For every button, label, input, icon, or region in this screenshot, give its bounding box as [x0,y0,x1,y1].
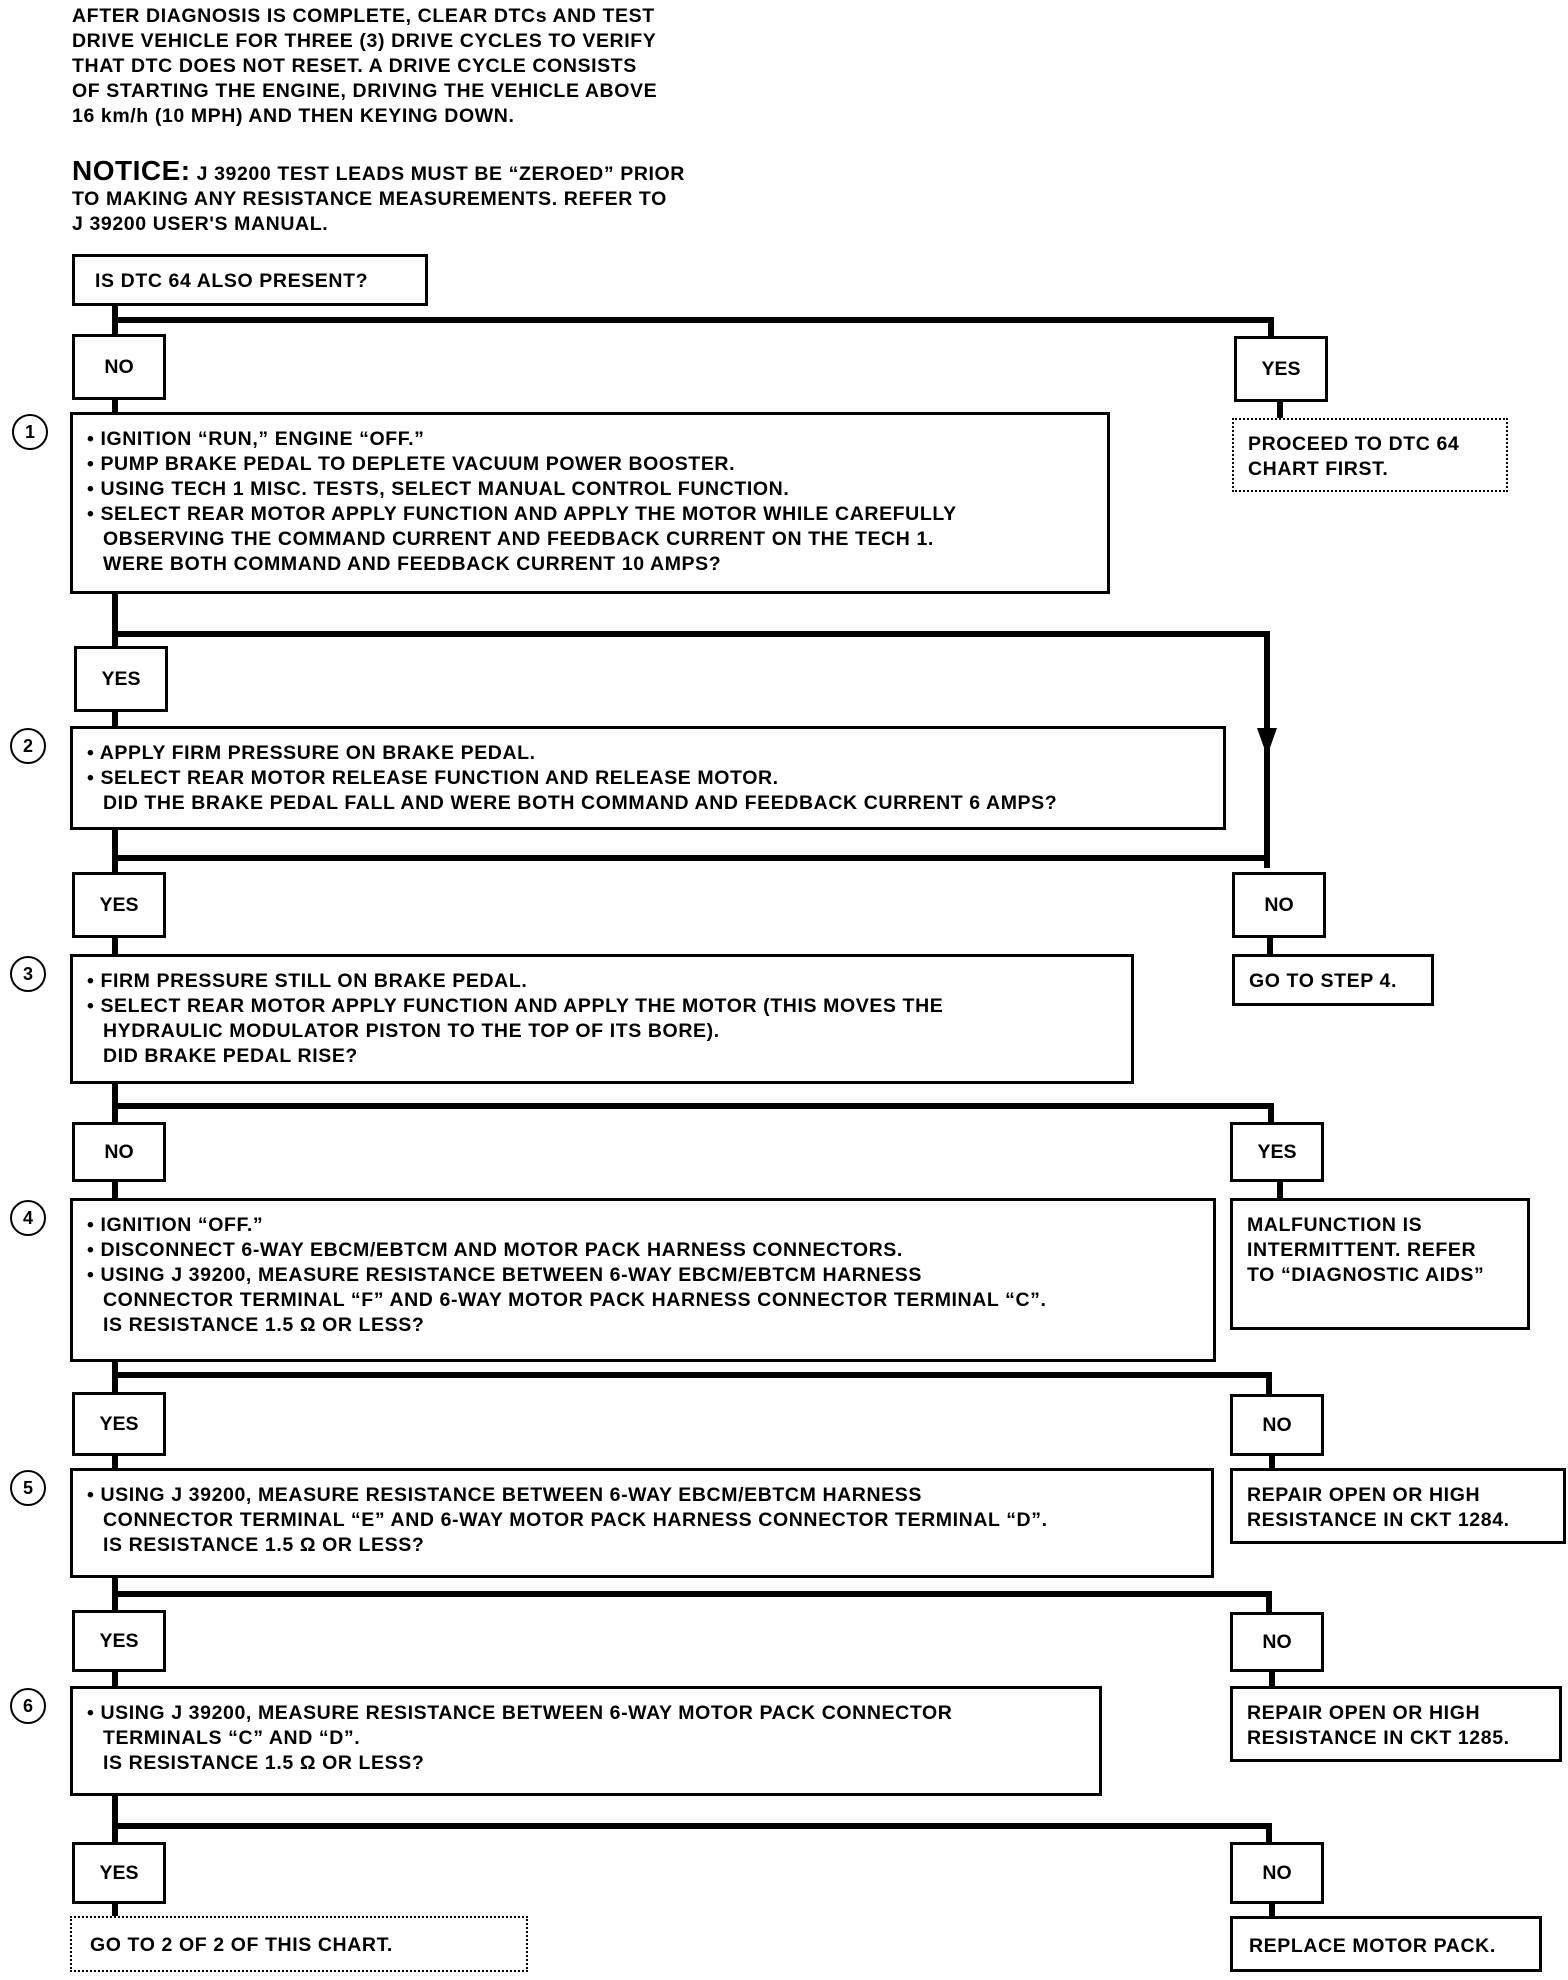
answer-label: NO [1264,893,1294,916]
step-text: IS RESISTANCE 1.5 Ω OR LESS? [103,1752,425,1774]
step-text: • SELECT REAR MOTOR APPLY FUNCTION AND APPLY THE MOTOR (THIS MOVES THE [87,995,944,1017]
start-question-text: IS DTC 64 ALSO PRESENT? [95,270,369,292]
answer-label: NO [1262,1861,1292,1884]
step-number-text: 5 [22,1477,33,1498]
step-4-box [70,1198,1216,1362]
step-text: • USING J 39200, MEASURE RESISTANCE BETWEEN 6-WAY EBCM/EBTCM HARNESS [87,1484,922,1506]
step-6-box [70,1686,1102,1796]
step-text: • DISCONNECT 6-WAY EBCM/EBTCM AND MOTOR PACK HARNESS CONNECTORS. [87,1239,903,1261]
result-text: REPAIR OPEN OR HIGH [1247,1484,1481,1506]
answer-label: NO [104,1140,134,1163]
step-number-text: 3 [22,963,33,984]
step-text: • IGNITION “OFF.” [87,1214,264,1236]
result-ckt1285-box [1230,1686,1562,1762]
answer-label: NO [104,355,134,378]
answer-no [72,1122,166,1182]
result-text: GO TO 2 OF 2 OF THIS CHART. [90,1934,393,1956]
step-text: WERE BOTH COMMAND AND FEEDBACK CURRENT 10 AMPS? [103,553,722,575]
result-text: GO TO STEP 4. [1249,970,1397,992]
result-replace-box [1230,1916,1542,1972]
step-number-text: 2 [22,735,33,756]
answer-no [1230,1394,1324,1456]
notice-block [72,155,685,237]
result-text: REPAIR OPEN OR HIGH [1247,1702,1481,1724]
result-go-step4-box [1232,954,1434,1006]
step-number-text: 4 [22,1207,33,1228]
result-dtc64-box [1232,418,1508,492]
step-text: HYDRAULIC MODULATOR PISTON TO THE TOP OF ITS BORE). [103,1020,720,1042]
answer-label: YES [99,893,139,916]
notice-text: J 39200 TEST LEADS MUST BE “ZEROED” PRIOR [190,163,685,185]
answer-no [1230,1842,1324,1904]
answer-label: YES [1261,357,1301,380]
step-2-box [70,726,1226,830]
answer-yes [72,872,166,938]
step-number-text: 1 [24,421,35,442]
step-text: IS RESISTANCE 1.5 Ω OR LESS? [103,1534,425,1556]
result-intermittent-box [1230,1198,1530,1330]
step-text: • SELECT REAR MOTOR RELEASE FUNCTION AND RELEASE MOTOR. [87,767,779,789]
answer-yes [1234,336,1328,402]
result-ckt1284-box [1230,1468,1566,1544]
result-text: RESISTANCE IN CKT 1284. [1247,1509,1510,1531]
step-text: OBSERVING THE COMMAND CURRENT AND FEEDBACK CURRENT ON THE TECH 1. [103,528,934,550]
step-number-text: 6 [22,1695,33,1716]
result-goto-chart-box [70,1916,528,1972]
answer-no [1232,872,1326,938]
answer-label: YES [101,667,141,690]
step-text: TERMINALS “C” AND “D”. [103,1727,361,1749]
answer-label: NO [1262,1413,1292,1436]
notice-text: J 39200 USER'S MANUAL. [72,213,329,235]
answer-yes [72,1392,166,1456]
answer-label: YES [99,1861,139,1884]
intro-line: 16 km/h (10 MPH) AND THEN KEYING DOWN. [72,105,515,127]
step-text: CONNECTOR TERMINAL “E” AND 6-WAY MOTOR PACK HARNESS CONNECTOR TERMINAL “D”. [103,1509,1048,1531]
step-text: DID THE BRAKE PEDAL FALL AND WERE BOTH COMMAND AND FEEDBACK CURRENT 6 AMPS? [103,792,1058,814]
step-5-box [70,1468,1214,1578]
step-number-2 [10,728,46,764]
step-text: • IGNITION “RUN,” ENGINE “OFF.” [87,428,425,450]
answer-yes [72,1610,166,1672]
step-3-box [70,954,1134,1084]
intro-line: DRIVE VEHICLE FOR THREE (3) DRIVE CYCLES TO VERIFY [72,30,657,52]
result-text: PROCEED TO DTC 64 [1248,433,1460,455]
intro-line: AFTER DIAGNOSIS IS COMPLETE, CLEAR DTCs AND TEST [72,5,655,27]
intro-line: THAT DTC DOES NOT RESET. A DRIVE CYCLE CONSISTS [72,55,637,77]
answer-yes [1230,1122,1324,1182]
step-text: • FIRM PRESSURE STILL ON BRAKE PEDAL. [87,970,528,992]
step-number-5 [10,1470,46,1506]
step-text: • APPLY FIRM PRESSURE ON BRAKE PEDAL. [87,742,536,764]
intro-line: OF STARTING THE ENGINE, DRIVING THE VEHICLE ABOVE [72,80,658,102]
step-text: • USING J 39200, MEASURE RESISTANCE BETWEEN 6-WAY EBCM/EBTCM HARNESS [87,1264,922,1286]
answer-label: YES [99,1629,139,1652]
start-question-box [72,254,428,306]
result-text: RESISTANCE IN CKT 1285. [1247,1727,1510,1749]
step-number-4 [10,1200,46,1236]
step-text: • USING TECH 1 MISC. TESTS, SELECT MANUAL CONTROL FUNCTION. [87,478,790,500]
answer-yes [72,1842,166,1904]
result-text: MALFUNCTION IS [1247,1214,1423,1236]
step-1-box [70,412,1110,594]
step-text: IS RESISTANCE 1.5 Ω OR LESS? [103,1314,425,1336]
notice-text: TO MAKING ANY RESISTANCE MEASUREMENTS. REFER TO [72,188,667,210]
answer-no [1230,1612,1324,1672]
result-text: REPLACE MOTOR PACK. [1249,1935,1496,1957]
answer-yes [74,646,168,712]
notice-label: NOTICE: [72,155,191,186]
step-number-1 [12,414,48,450]
result-text: TO “DIAGNOSTIC AIDS” [1247,1264,1485,1286]
result-text: CHART FIRST. [1248,458,1389,480]
result-text: INTERMITTENT. REFER [1247,1239,1477,1261]
step-number-6 [10,1688,46,1724]
answer-label: YES [1257,1140,1297,1163]
intro-text [72,4,657,129]
answer-label: NO [1262,1630,1292,1653]
answer-label: YES [99,1412,139,1435]
step-text: • SELECT REAR MOTOR APPLY FUNCTION AND APPLY THE MOTOR WHILE CAREFULLY [87,503,957,525]
answer-no [72,334,166,400]
step-text: DID BRAKE PEDAL RISE? [103,1045,358,1067]
step-number-3 [10,956,46,992]
step-text: • USING J 39200, MEASURE RESISTANCE BETWEEN 6-WAY MOTOR PACK CONNECTOR [87,1702,953,1724]
down-arrow-icon [1257,728,1277,756]
step-text: CONNECTOR TERMINAL “F” AND 6-WAY MOTOR PACK HARNESS CONNECTOR TERMINAL “C”. [103,1289,1047,1311]
step-text: • PUMP BRAKE PEDAL TO DEPLETE VACUUM POWER BOOSTER. [87,453,736,475]
